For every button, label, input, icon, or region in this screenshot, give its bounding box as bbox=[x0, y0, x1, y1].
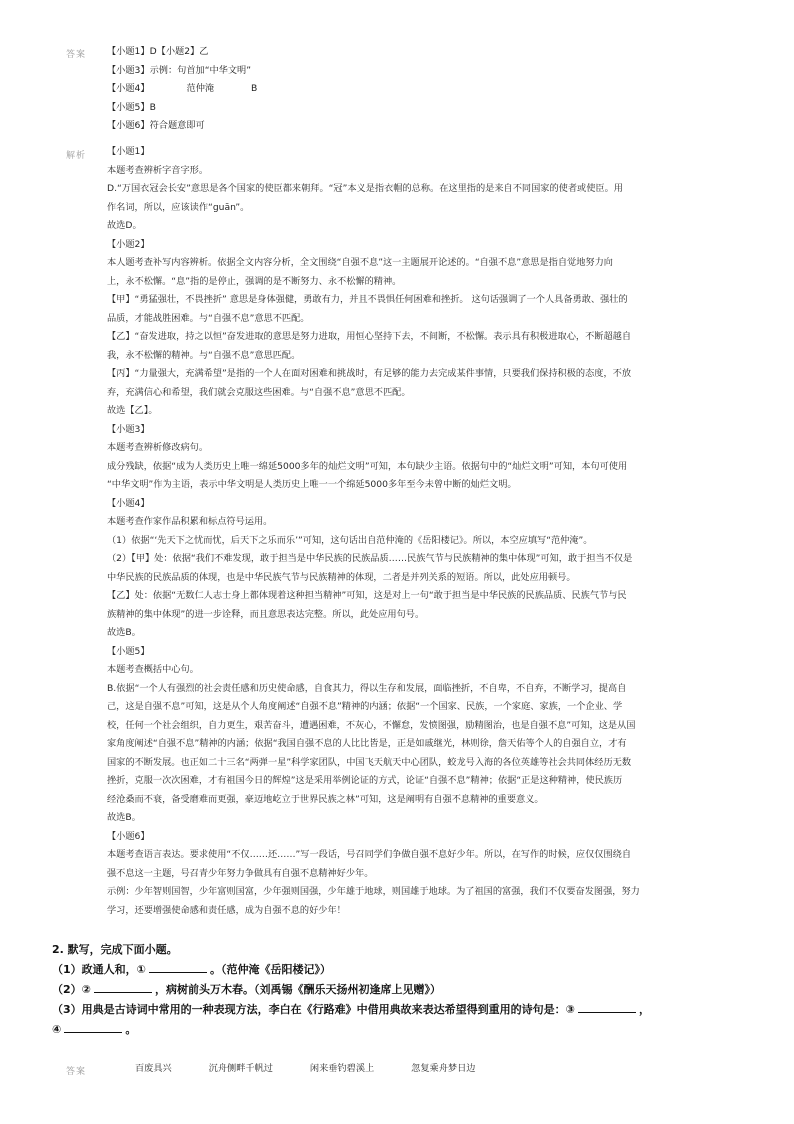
question-2-item-2: （2）② ，病树前头万木春。（刘禹锡《酬乐天扬州初逢席上见赠》） bbox=[52, 980, 752, 1000]
answer-2-4: 忽复乘舟梦日边 bbox=[411, 1063, 476, 1074]
answer-line-2: 【小题3】示例：句首加“中华文明” bbox=[107, 64, 251, 76]
analysis-line: 故选D。 bbox=[107, 220, 142, 231]
analysis-line: 中华民族的民族品质的体现，也是中华民族气节与民族精神的体现，二者是并列关系的短语。所以，此处应用顿号。 bbox=[107, 571, 576, 583]
analysis-line: 【乙】“奋发进取，持之以恒”奋发进取的意思是努力进取，用恒心坚持下去，不间断，不松懈。表示具有积极进取心，不断超越自 bbox=[107, 331, 632, 342]
analysis-line: 族精神的集中体现”的进一步诠释，而且意思表达完整。所以，此处应用句号。 bbox=[107, 608, 425, 620]
analysis-line: 作名词，所以，应该读作“guān”。 bbox=[107, 201, 250, 213]
analysis-line: 强不息这一主题，号召青少年努力争做具有自强不息精神好少年。 bbox=[107, 867, 374, 879]
answer-line-4: 【小题5】B bbox=[107, 101, 156, 113]
analysis-line: 我，永不松懈的精神。与“自强不息”意思匹配。 bbox=[107, 349, 301, 361]
analysis-line: 国家的不断发展。也正如二十三名“两弹一星”科学家团队，中国飞天航天中心团队，蛟龙号入海的各位英雄等社会共同体经历无数 bbox=[107, 756, 632, 768]
analysis-label: 解析 bbox=[66, 151, 87, 161]
analysis-line: 【小题6】 bbox=[107, 830, 150, 842]
analysis-line: 品质，才能战胜困难。与“自强不息”意思不匹配。 bbox=[107, 312, 310, 324]
question-2-item-4: ④ 。 bbox=[52, 1020, 752, 1040]
blank-3[interactable] bbox=[578, 1000, 636, 1013]
analysis-line: 故选B。 bbox=[107, 812, 141, 823]
analysis-line: 本人题考查补写内容辨析。依据全文内容分析，全文围绕“自强不息”这一主题展开论述的。“自强不息”意思是指自觉地努力向 bbox=[107, 257, 613, 268]
analysis-line: 【甲】“勇猛强壮，不畏挫折” 意思是身体强健，勇敢有力，并且不畏惧任何困难和挫折。 这句话强调了一个人具备勇敢、强壮的 bbox=[107, 294, 628, 305]
analysis-line: B.依据“一个人有强烈的社会责任感和历史使命感，自食其力，得以生存和发展，面临挫折，不自卑，不自弃，不断学习，提高自 bbox=[107, 682, 627, 694]
analysis-line: 【小题2】 bbox=[107, 238, 150, 250]
answer-block bbox=[107, 43, 727, 136]
answer-line-5: 【小题6】符合题意即可 bbox=[107, 120, 205, 131]
analysis-line: 挫折，克服一次次困难，才有祖国今日的辉煌”这是采用举例论证的方式，论证“自强不息”精神；依据“正是这种精神，使民族历 bbox=[107, 775, 623, 786]
analysis-line: 己，这是自强不息”可知，这是从个人角度阐述“自强不息”精神的内涵；依据“一个国家、民族，一个家庭、家族，一个企业、学 bbox=[107, 701, 623, 712]
analysis-line: （1）依据“‘先天下之忧而忧，后天下之乐而乐’”可知，这句话出自范仲淹的《岳阳楼记》。所以，本空应填写“范仲淹”。 bbox=[107, 534, 593, 546]
answer-line-3: 【小题4】 范仲淹 B bbox=[107, 83, 258, 94]
question-2-item-3: （3）用典是古诗词中常用的一种表现方法，李白在《行路难》中借用典故来表达希望得到重用的诗句是：③ ， bbox=[52, 1000, 752, 1020]
answer-2-3: 闲来垂钓碧溪上 bbox=[309, 1063, 375, 1074]
analysis-line: （2）【甲】处：依据“我们不难发现，敢于担当是中华民族的民族品质……民族气节与民族精神的集中体现”可知，敢于担当不仅是 bbox=[107, 553, 633, 564]
answer-block-2 bbox=[135, 1060, 509, 1074]
blank-2[interactable] bbox=[94, 980, 152, 993]
question-2-title: 2. 默写，完成下面小题。 bbox=[52, 943, 178, 956]
analysis-line: 【乙】处：依据“无数仁人志士身上都体现着这种担当精神”可知，这是对上一句“敢于担当是中华民族的民族品质、民族气节与民 bbox=[107, 590, 627, 601]
answer-label-2: 答案 bbox=[66, 1067, 87, 1077]
analysis-line: 本题考查作家作品积累和标点符号运用。 bbox=[107, 516, 273, 527]
analysis-line: 故选B。 bbox=[107, 627, 141, 638]
analysis-line: 示例：少年智则国智，少年富则国富，少年强则国强，少年雄于地球，则国雄于地球。为了祖国的富强，我们不仅要奋发图强，努力 bbox=[107, 886, 640, 897]
analysis-line: 学习，还要增强使命感和责任感，成为自强不息的好少年！ bbox=[107, 904, 346, 916]
analysis-block bbox=[107, 143, 727, 920]
answer-label: 答案 bbox=[66, 50, 87, 60]
blank-1[interactable] bbox=[149, 960, 207, 973]
analysis-line: 本题考查辨析字音字形。 bbox=[107, 164, 209, 176]
answer-2-2: 沉舟侧畔千帆过 bbox=[208, 1063, 273, 1074]
analysis-line: 弃，充满信心和希望，我们就会克服这些困难。与“自强不息”意思不匹配。 bbox=[107, 386, 411, 398]
analysis-line: 本题考查辨析修改病句。 bbox=[107, 442, 209, 453]
analysis-line: 【小题3】 bbox=[107, 423, 150, 435]
analysis-line: 上，永不松懈。“息”指的是停止，强调的是不断努力、永不松懈的精神。 bbox=[107, 275, 402, 287]
analysis-line: 【小题5】 bbox=[107, 645, 150, 657]
analysis-line: 本题考查概括中心句。 bbox=[107, 664, 199, 675]
analysis-line: 成分残缺，依据“成为人类历史上唯一绵延5000多年的灿烂文明”可知，本句缺少主语。依据句中的“灿烂文明”可知，本句可使用 bbox=[107, 460, 628, 472]
analysis-line: 【丙】“力量强大，充满希望”是指的一个人在面对困难和挑战时，有足够的能力去完成某件事情，只要我们保持积极的态度，不放 bbox=[107, 368, 632, 379]
analysis-line: D.“万国衣冠会长安”意思是各个国家的使臣都来朝拜。“冠”本义是指衣帽的总称。在这里指的是来自不同国家的使者或使臣。用 bbox=[107, 183, 623, 194]
analysis-line: 【小题1】 bbox=[107, 146, 150, 157]
answer-line-1: 【小题1】D【小题2】乙 bbox=[107, 46, 209, 57]
analysis-line: 家角度阐述“自强不息”精神的内涵；依据“我国自强不息的人比比皆是，正是如戚继光，林则徐，詹天佑等个人的自强自立，才有 bbox=[107, 738, 627, 749]
analysis-line: 本题考查语言表达。要求使用“不仅……还……”写一段话，号召同学们争做自强不息好少年。所以，在写作的时候，应仅仅围绕自 bbox=[107, 849, 632, 860]
blank-4[interactable] bbox=[64, 1020, 122, 1033]
analysis-line: 【小题4】 bbox=[107, 497, 150, 509]
analysis-line: 故选【乙】。 bbox=[107, 405, 158, 416]
analysis-line: 经沧桑而不衰，备受磨难而更强，豪迈地屹立于世界民族之林”可知，这是阐明有自强不息精神的重要意义。 bbox=[107, 793, 544, 805]
question-2-item-1: （1）政通人和，① 。（范仲淹《岳阳楼记》） bbox=[52, 960, 752, 980]
analysis-line: “中华文明”作为主语，表示中华文明是人类历史上唯一一个绵延5000多年至今未曾中断的灿烂文明。 bbox=[107, 479, 517, 490]
analysis-line: 校，任何一个社会组织，自力更生，艰苦奋斗，遭遇困难，不灰心，不懈怠，发愤图强，励精图治，也是自强不息”可知，这是从国 bbox=[107, 719, 636, 731]
question-2 bbox=[52, 940, 752, 1040]
answer-2-1: 百废具兴 bbox=[135, 1063, 172, 1074]
